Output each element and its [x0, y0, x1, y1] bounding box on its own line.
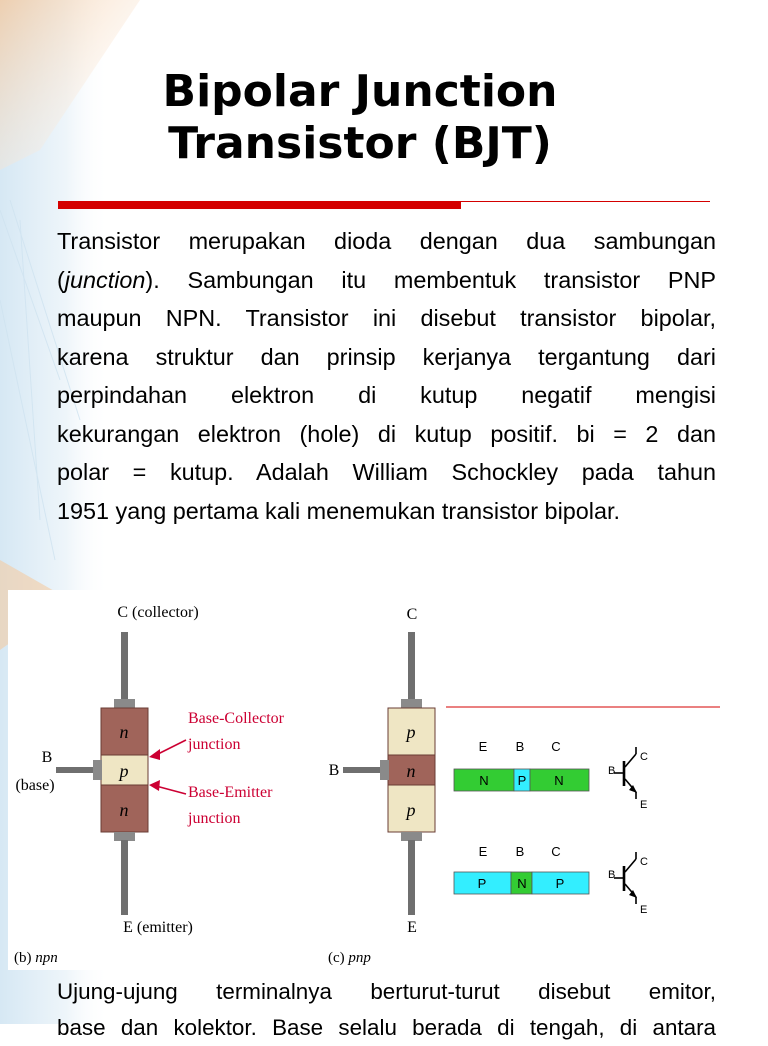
pnp-base-label: B [328, 762, 340, 779]
paragraph-line: 1951 yang pertama kali menemukan transistor bipolar. [57, 497, 620, 524]
paragraph-line: perpindahan elektron di kutup negatif mengisi [57, 382, 716, 408]
slide-title [110, 66, 610, 170]
npn-bar-label-p: P [517, 773, 527, 788]
pnp-header-e: E [478, 844, 488, 859]
title-line-1: Bipolar Junction [162, 66, 558, 117]
paragraph-line: polar = kutup. Adalah William Schockley pada tahun [57, 459, 716, 485]
pnp-layer-n: n [406, 761, 416, 781]
npn-layer-n-bottom: n [119, 800, 129, 820]
pnp-bar-label-n: N [517, 876, 527, 891]
body-paragraph [57, 222, 716, 530]
pnp-symbol-b: B [608, 869, 616, 881]
npn-symbol-c: C [640, 751, 648, 763]
bc-arrow-line [156, 740, 186, 755]
transistor-structure-figure [8, 590, 446, 970]
pnp-symbol-c: C [640, 856, 648, 868]
npn-caption: (b) npn [14, 950, 58, 966]
pnp-layer-p-bottom: p [406, 800, 416, 820]
structure-svg [8, 590, 446, 970]
npn-layer-p: p [119, 761, 129, 781]
npn-bar-label-n2: N [554, 773, 564, 788]
pnp-bar-label-p2: P [555, 876, 565, 891]
npn-collector-label: C (collector) [117, 604, 199, 621]
npn-base-label: B [41, 749, 53, 766]
pnp-header-c: C [551, 844, 561, 859]
title-line-2: Transistor (BJT) [168, 118, 552, 169]
bottom-line-1: Ujung-ujung terminalnya berturut-turut disebut emitor, [57, 979, 716, 1004]
npn-base-cap [93, 760, 102, 780]
pnp-collector-lead [408, 632, 415, 700]
paragraph-line-junction [57, 261, 716, 300]
npn-collector-cap [114, 699, 135, 708]
pnp-emitter-label: E [407, 919, 417, 936]
line2-rest: ). Sambungan itu membentuk transistor PNP [145, 266, 716, 293]
paragraph-line: kekurangan elektron (hole) di kutup positif. bi = 2 dan [57, 420, 716, 447]
bottom-paragraph [57, 974, 716, 1046]
bc-arrow-head [149, 749, 160, 760]
junction-bars-diagram [440, 700, 730, 930]
pnp-layer-p-top: p [406, 722, 416, 742]
npn-base-sub-label: (base) [15, 777, 55, 794]
be-arrow-head [149, 780, 160, 791]
npn-header-e: E [478, 739, 488, 754]
bc-junction-label-2: junction [188, 736, 241, 753]
npn-collector-lead [121, 632, 128, 700]
pnp-collector-label: C [406, 606, 418, 623]
npn-emitter-lead [121, 840, 128, 915]
npn-symbol-b: B [608, 765, 616, 777]
pnp-emitter-cap [401, 832, 422, 841]
bc-junction-label-1: Base-Collector [188, 710, 284, 727]
npn-emitter-cap [114, 832, 135, 841]
npn-base-lead [56, 767, 94, 773]
bottom-line-2: base dan kolektor. Base selalu berada di tengah, di antara [57, 1015, 716, 1040]
npn-bar-label-n1: N [479, 773, 489, 788]
pnp-emitter-lead [408, 840, 415, 915]
npn-symbol-e: E [640, 799, 648, 811]
pnp-collector-cap [401, 699, 422, 708]
paragraph-line: karena struktur dan prinsip kerjanya tergantung dari [57, 343, 716, 370]
title-underline-thin [461, 201, 710, 202]
pnp-bar-label-p1: P [477, 876, 487, 891]
paren-open: ( [57, 266, 65, 293]
npn-header-b: B [515, 739, 525, 754]
title-underline-thick [58, 201, 461, 209]
be-arrow-line [156, 786, 186, 794]
pnp-base-cap [380, 760, 389, 780]
paragraph-line: Transistor merupakan dioda dengan dua sambungan [57, 228, 716, 254]
pnp-symbol-e: E [640, 904, 648, 916]
paragraph-line: maupun NPN. Transistor ini disebut transistor bipolar, [57, 305, 716, 331]
npn-emitter-label: E (emitter) [123, 919, 193, 936]
be-junction-label-2: junction [188, 810, 241, 827]
be-junction-label-1: Base-Emitter [188, 784, 273, 801]
pnp-caption: (c) pnp [328, 950, 371, 966]
pnp-header-b: B [515, 844, 525, 859]
npn-layer-n-top: n [119, 722, 129, 742]
pnp-base-lead [343, 767, 381, 773]
npn-header-c: C [551, 739, 561, 754]
junction-italic: junction [64, 266, 146, 293]
